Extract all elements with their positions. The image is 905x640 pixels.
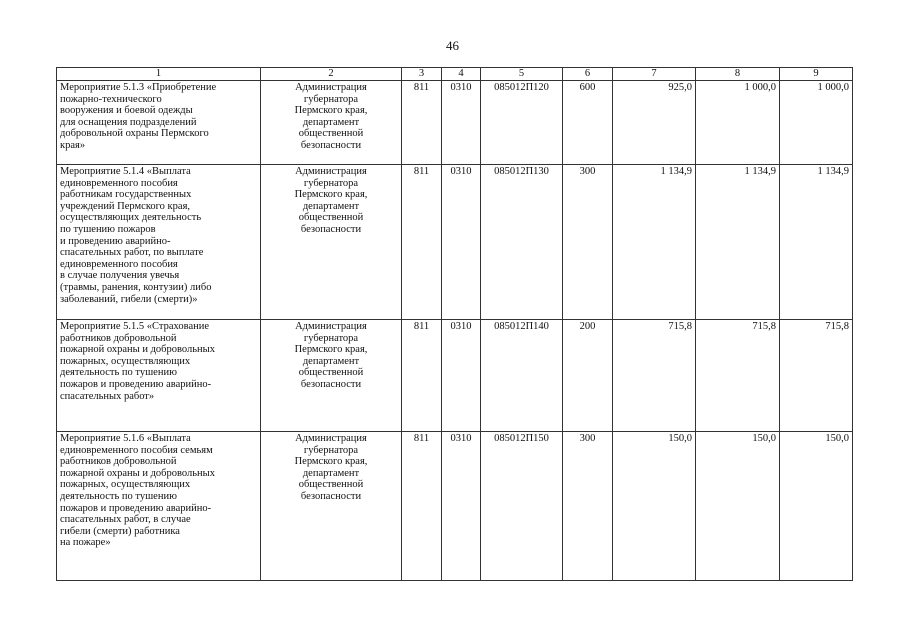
section-cell: 0310 xyxy=(442,320,481,432)
header-col-9: 9 xyxy=(780,68,853,81)
table-row xyxy=(57,320,853,432)
header-row xyxy=(57,68,853,81)
expense-type-cell: 300 xyxy=(563,432,613,581)
activity-cell: Мероприятие 5.1.6 «Выплата единовременного пособия семьям работников добровольной пожарной охраны и добровольных пожарных, осуществляющих деятельность по тушению пожаров и проведению аварийно- спасательных работ, в случае гибели (смерти) работника на пожаре» xyxy=(57,432,261,581)
expense-type-cell: 300 xyxy=(563,165,613,320)
section-cell: 0310 xyxy=(442,165,481,320)
amount-year3-cell: 1 134,9 xyxy=(780,165,853,320)
header-col-6: 6 xyxy=(563,68,613,81)
section-cell: 0310 xyxy=(442,81,481,165)
amount-year1-cell: 715,8 xyxy=(613,320,696,432)
executor-cell: Администрация губернатора Пермского края, департамент общественной безопасности xyxy=(261,432,402,581)
activity-cell: Мероприятие 5.1.4 «Выплата единовременного пособия работникам государственных учреждений Пермского края, осуществляющих деятельность по тушению пожаров и проведению аварийно- спасательных работ, по выплате единовременного пособия в случае получения увечья (травмы, ранения, контузии) либо заболеваний, гибели (смерти)» xyxy=(57,165,261,320)
header-col-5: 5 xyxy=(481,68,563,81)
amount-year2-cell: 1 134,9 xyxy=(696,165,780,320)
amount-year2-cell: 715,8 xyxy=(696,320,780,432)
amount-year3-cell: 150,0 xyxy=(780,432,853,581)
table-row xyxy=(57,432,853,581)
executor-cell: Администрация губернатора Пермского края, департамент общественной безопасности xyxy=(261,320,402,432)
header-col-2: 2 xyxy=(261,68,402,81)
expense-type-cell: 600 xyxy=(563,81,613,165)
amount-year1-cell: 1 134,9 xyxy=(613,165,696,320)
activity-cell: Мероприятие 5.1.5 «Страхование работников добровольной пожарной охраны и добровольных пожарных, осуществляющих деятельность по тушению пожаров и проведению аварийно- спасательных работ» xyxy=(57,320,261,432)
table-row xyxy=(57,165,853,320)
target-article-cell: 085012П120 xyxy=(481,81,563,165)
header-col-3: 3 xyxy=(402,68,442,81)
amount-year2-cell: 150,0 xyxy=(696,432,780,581)
grbs-cell: 811 xyxy=(402,320,442,432)
amount-year1-cell: 925,0 xyxy=(613,81,696,165)
header-col-8: 8 xyxy=(696,68,780,81)
amount-year2-cell: 1 000,0 xyxy=(696,81,780,165)
header-col-7: 7 xyxy=(613,68,696,81)
target-article-cell: 085012П130 xyxy=(481,165,563,320)
amount-year1-cell: 150,0 xyxy=(613,432,696,581)
header-col-1: 1 xyxy=(57,68,261,81)
budget-table xyxy=(56,67,853,581)
section-cell: 0310 xyxy=(442,432,481,581)
target-article-cell: 085012П150 xyxy=(481,432,563,581)
grbs-cell: 811 xyxy=(402,81,442,165)
header-col-4: 4 xyxy=(442,68,481,81)
expense-type-cell: 200 xyxy=(563,320,613,432)
table-row xyxy=(57,81,853,165)
target-article-cell: 085012П140 xyxy=(481,320,563,432)
activity-cell: Мероприятие 5.1.3 «Приобретение пожарно-технического вооружения и боевой одежды для оснащения подразделений добровольной охраны Пермского края» xyxy=(57,81,261,165)
executor-cell: Администрация губернатора Пермского края, департамент общественной безопасности xyxy=(261,81,402,165)
executor-cell: Администрация губернатора Пермского края, департамент общественной безопасности xyxy=(261,165,402,320)
grbs-cell: 811 xyxy=(402,165,442,320)
amount-year3-cell: 715,8 xyxy=(780,320,853,432)
amount-year3-cell: 1 000,0 xyxy=(780,81,853,165)
grbs-cell: 811 xyxy=(402,432,442,581)
page-number: 46 xyxy=(446,38,459,53)
